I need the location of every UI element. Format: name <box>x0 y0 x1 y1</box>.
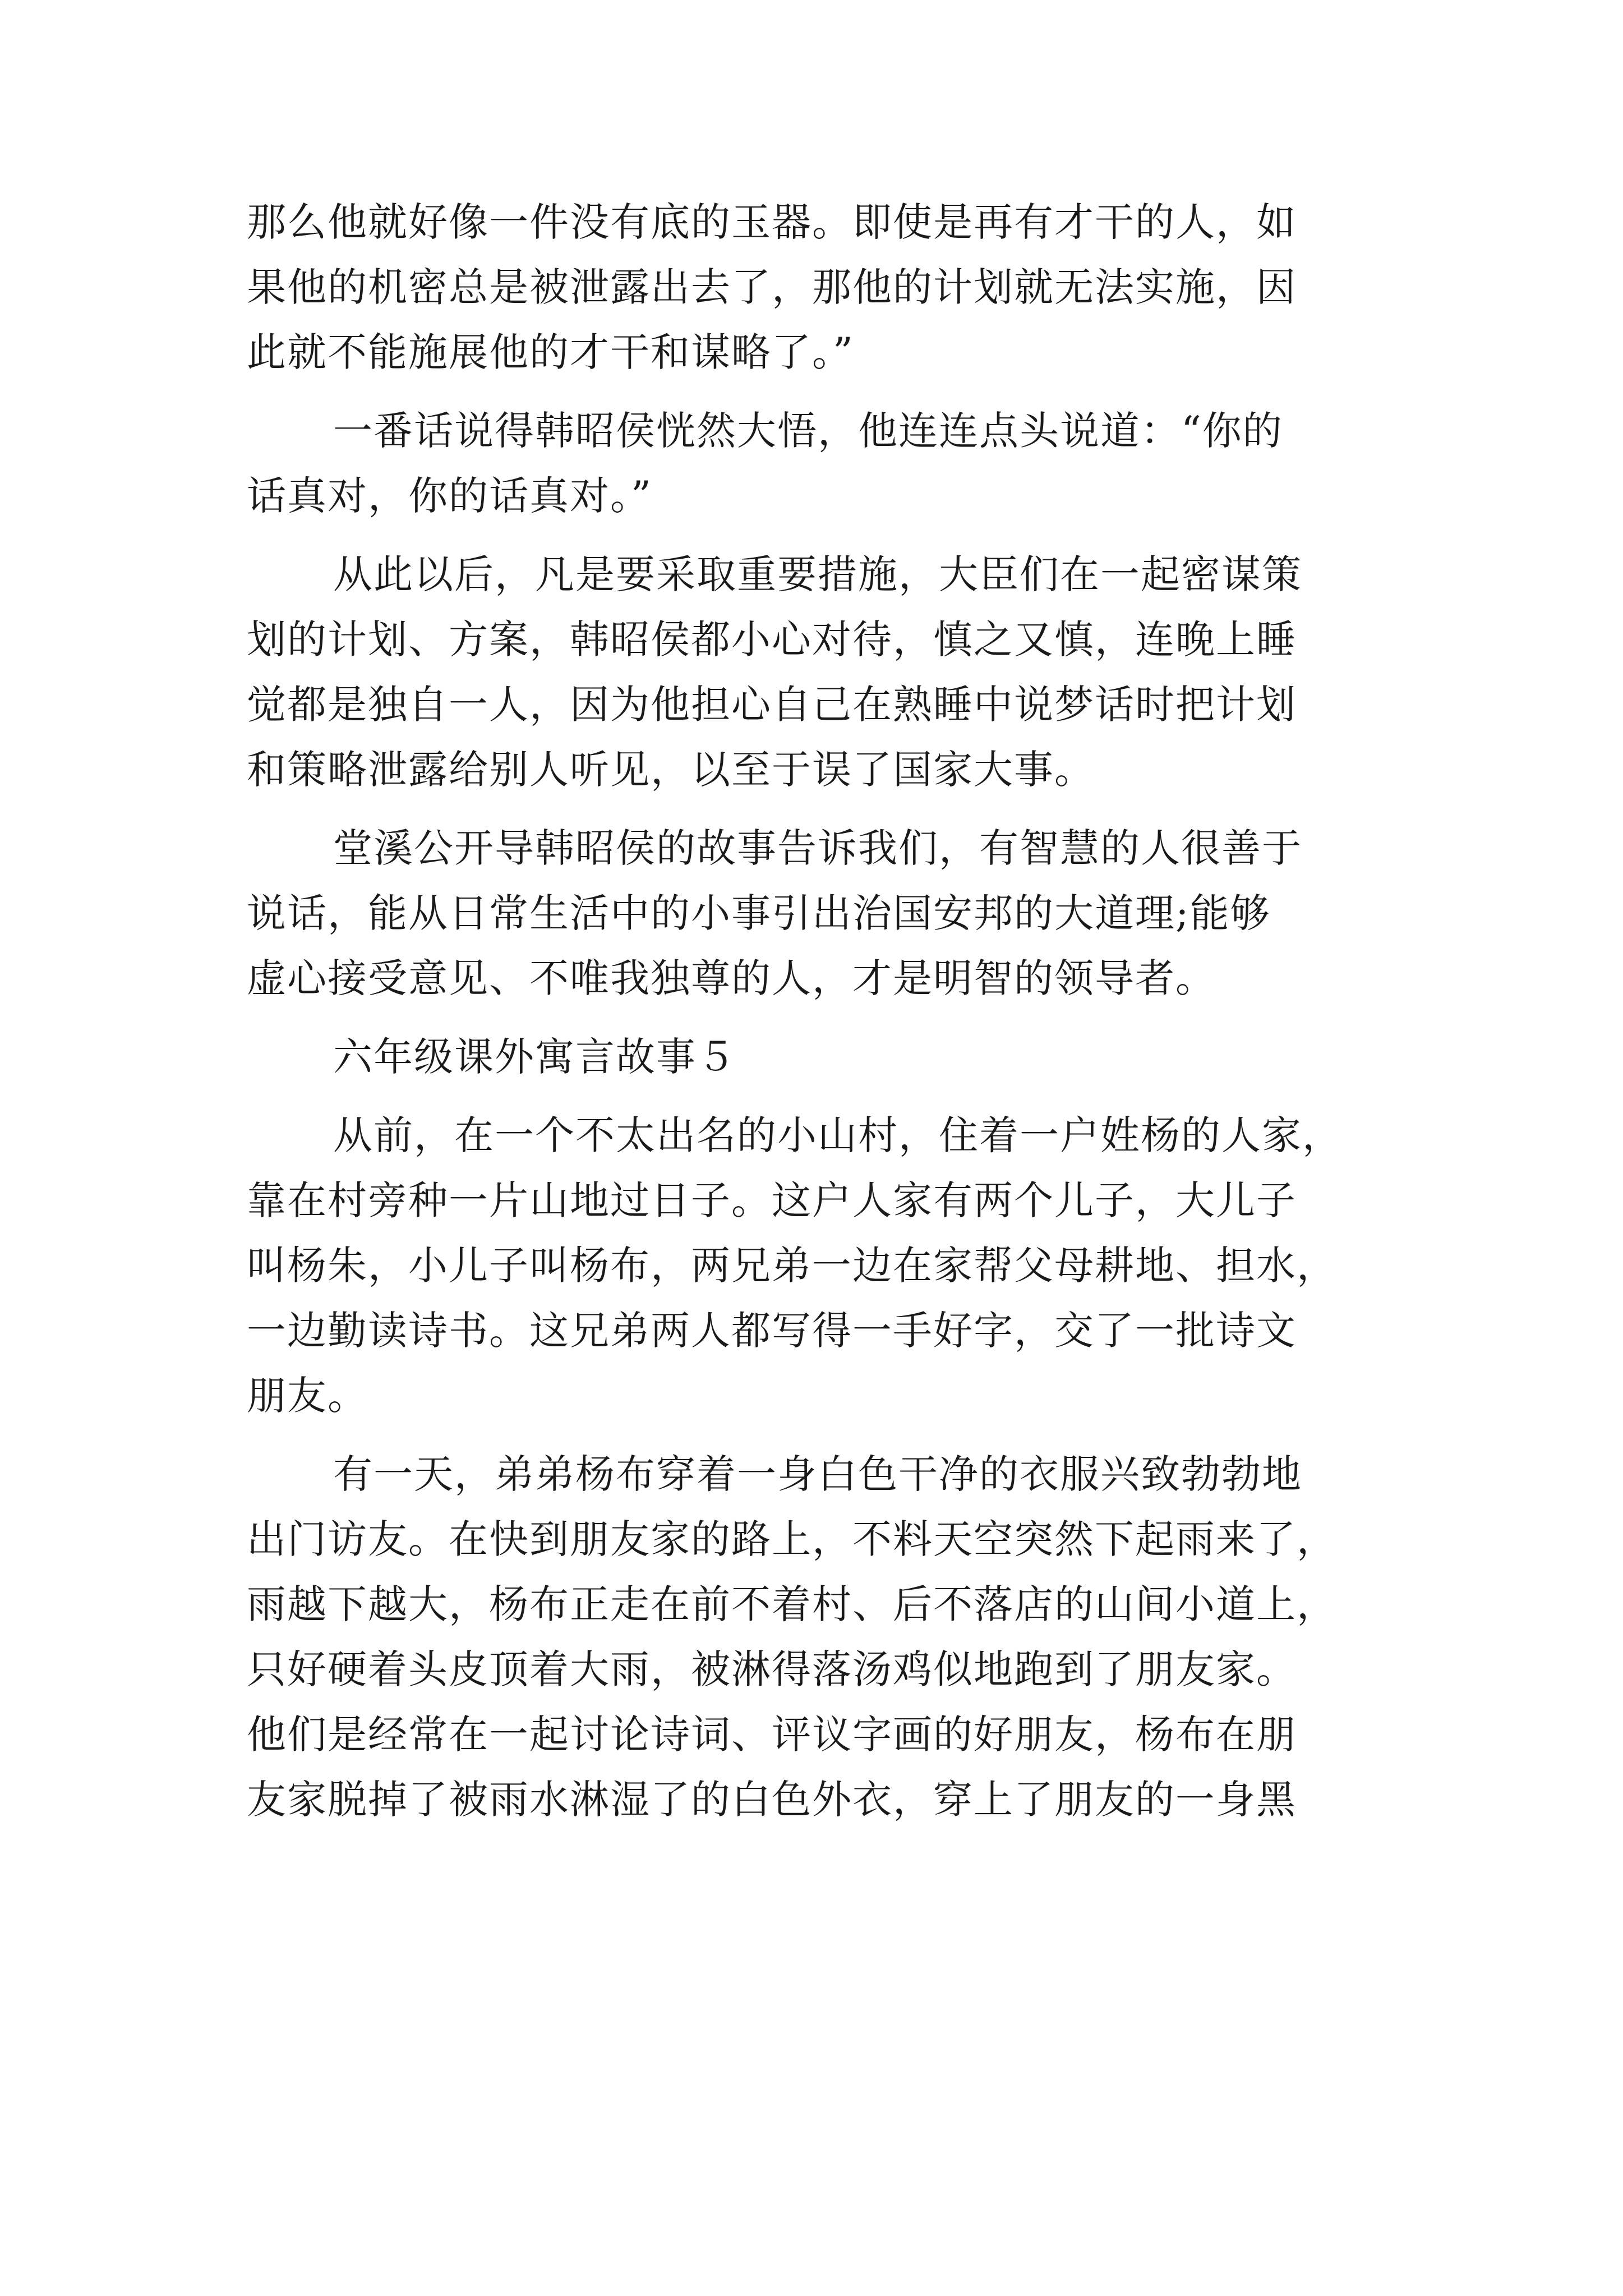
heading-text: 六年级课外寓言故事５ <box>333 1034 737 1080</box>
text-line: 出门访友。在快到朋友家的路上，不料天空突然下起雨来了， <box>247 1516 1337 1562</box>
text-line: 虚心接受意见、不唯我独尊的人，才是明智的领导者。 <box>247 955 1216 1001</box>
text-line: 只好硬着头皮顶着大雨，被淋得落汤鸡似地跑到了朋友家。 <box>247 1646 1297 1692</box>
text-line: 他们是经常在一起讨论诗词、评议字画的好朋友，杨布在朋 <box>247 1711 1297 1757</box>
paragraph <box>247 190 1391 385</box>
text-line: 友家脱掉了被雨水淋湿了的白色外衣，穿上了朋友的一身黑 <box>247 1777 1297 1823</box>
text-line: 果他的机密总是被泄露出去了，那他的计划就无法实施，因 <box>247 264 1297 310</box>
text-line: 从前，在一个不太出名的小山村，住着一户姓杨的人家， <box>333 1112 1343 1158</box>
section-heading <box>247 1024 1391 1089</box>
text-line: 划的计划、方案，韩昭侯都小心对待，慎之又慎，连晚上睡 <box>247 616 1297 662</box>
paragraph <box>247 398 1391 528</box>
text-line: 说话，能从日常生活中的小事引出治国安邦的大道理;能够 <box>247 890 1271 936</box>
text-line: 一番话说得韩昭侯恍然大悟，他连连点头说道：“你的 <box>333 408 1283 454</box>
paragraph <box>247 816 1391 1011</box>
text-line: 和策略泄露给别人听见，以至于误了国家大事。 <box>247 747 1095 793</box>
paragraph <box>247 1103 1391 1428</box>
text-line: 有一天，弟弟杨布穿着一身白色干净的衣服兴致勃勃地 <box>333 1451 1302 1497</box>
paragraph <box>247 1442 1391 1832</box>
text-line: 话真对，你的话真对。” <box>247 473 652 519</box>
text-line: 从此以后，凡是要采取重要措施，大臣们在一起密谋策 <box>333 551 1302 597</box>
text-line: 那么他就好像一件没有底的玉器。即使是再有才干的人，如 <box>247 199 1297 245</box>
paragraph <box>247 542 1391 802</box>
text-line: 此就不能施展他的才干和谋略了。” <box>247 329 854 375</box>
text-line: 一边勤读诗书。这兄弟两人都写得一手好字，交了一批诗文 <box>247 1308 1297 1354</box>
text-line: 叫杨朱，小儿子叫杨布，两兄弟一边在家帮父母耕地、担水， <box>247 1243 1337 1289</box>
text-line: 雨越下越大，杨布正走在前不着村、后不落店的山间小道上， <box>247 1581 1337 1627</box>
text-line: 觉都是独自一人，因为他担心自己在熟睡中说梦话时把计划 <box>247 682 1297 728</box>
document-body <box>247 190 1391 1832</box>
text-line: 朋友。 <box>247 1373 368 1419</box>
text-line: 靠在村旁种一片山地过日子。这户人家有两个儿子，大儿子 <box>247 1177 1297 1223</box>
text-line: 堂溪公开导韩昭侯的故事告诉我们，有智慧的人很善于 <box>333 825 1302 871</box>
